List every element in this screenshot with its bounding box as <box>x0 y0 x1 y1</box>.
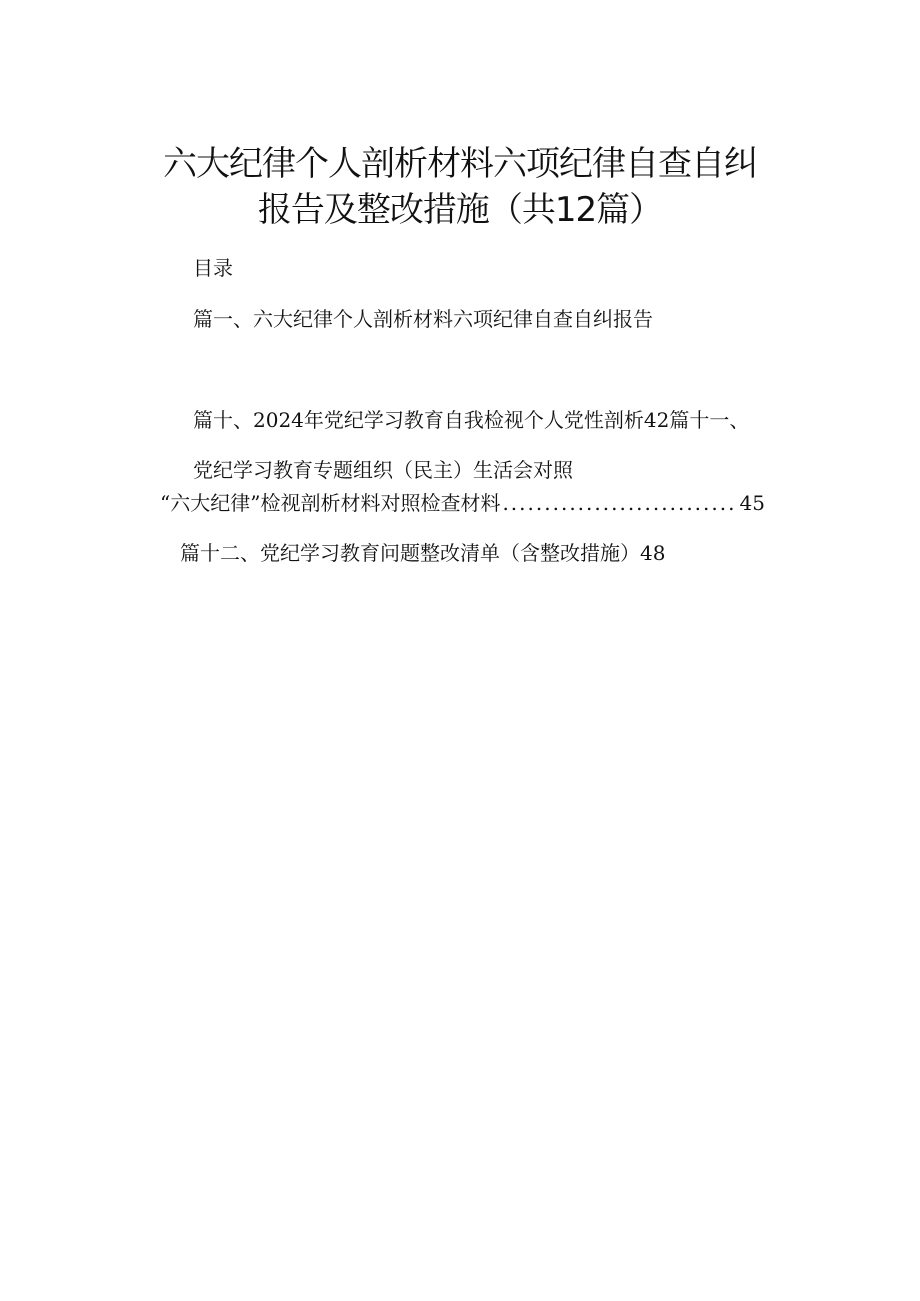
toc-entry-1[interactable]: 篇一、六大纪律个人剖析材料六项纪律自查自纠报告 <box>193 307 653 331</box>
toc-entry-11-line-1[interactable]: 党纪学习教育专题组织（民主）生活会对照 <box>193 458 573 482</box>
toc-entry-11-text: “六大纪律”检视剖析材料对照检查材料 <box>160 491 501 515</box>
document-title-line-2: 报告及整改措施（共12篇） <box>257 190 663 230</box>
toc-entry-11-line-2[interactable] <box>160 490 765 516</box>
toc-entry-12[interactable]: 篇十二、党纪学习教育问题整改清单（含整改措施）48 <box>180 541 666 565</box>
toc-heading: 目录 <box>193 256 233 280</box>
toc-entry-11-page-number: 45 <box>739 491 765 515</box>
document-title-line-1: 六大纪律个人剖析材料六项纪律自查自纠 <box>163 144 757 184</box>
toc-dot-leader <box>502 490 735 516</box>
toc-entry-10[interactable]: 篇十、2024年党纪学习教育自我检视个人党性剖析42篇十一、 <box>193 408 750 432</box>
